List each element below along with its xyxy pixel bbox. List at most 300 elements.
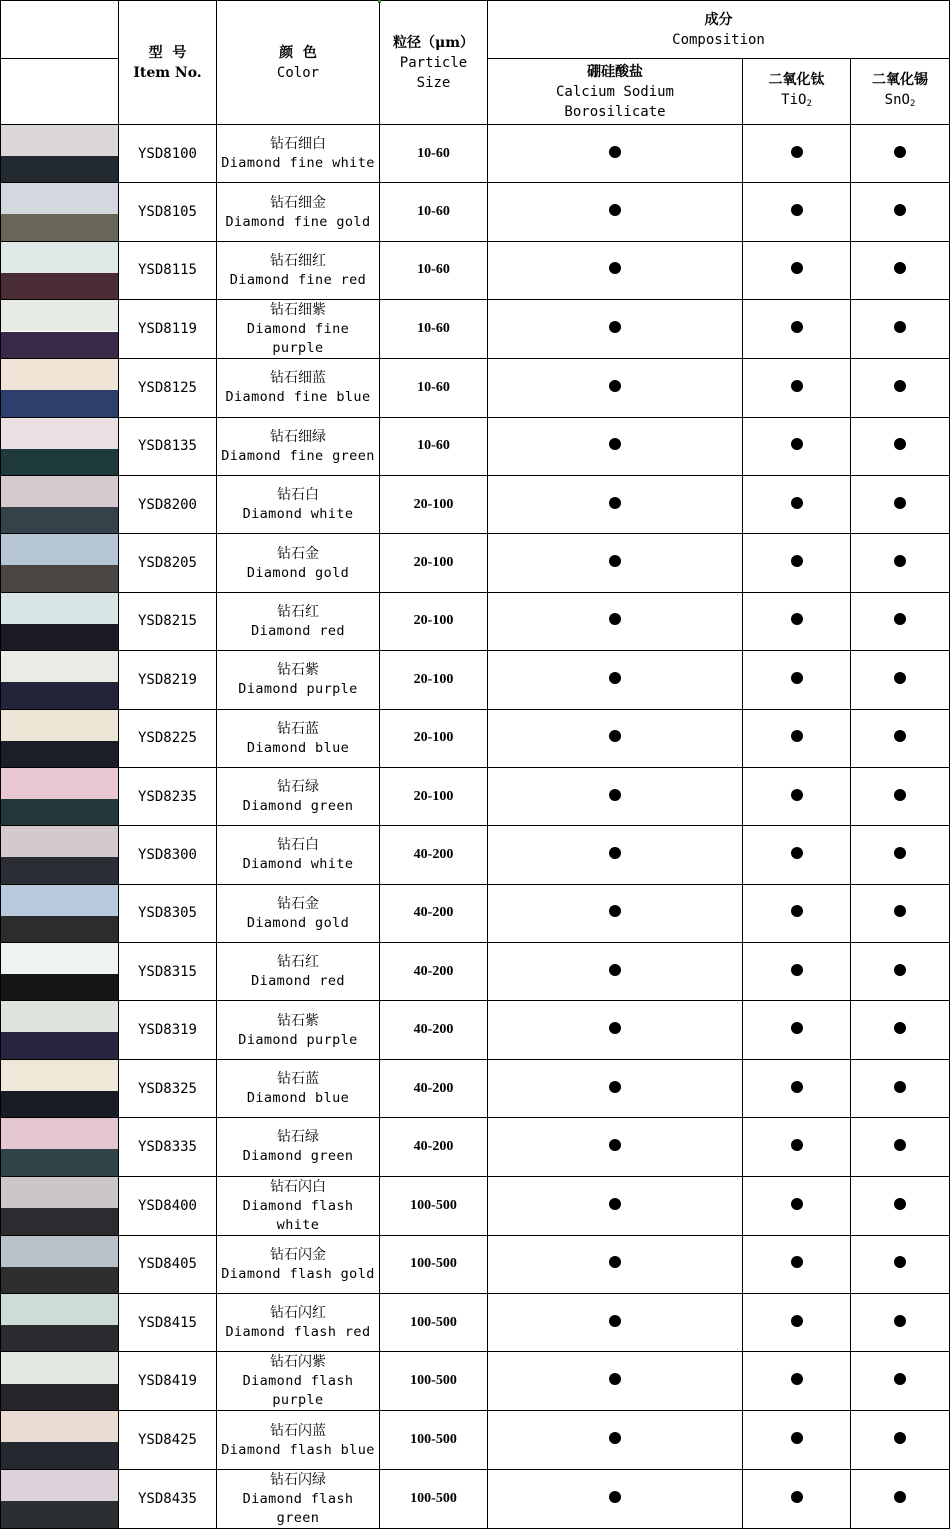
color-header-cn: 颜 色 xyxy=(279,44,317,61)
swatch-light-band xyxy=(1,1236,118,1267)
color-name-cn: 钻石闪蓝 xyxy=(270,1422,326,1439)
swatch-light-band xyxy=(1,885,118,916)
included-dot-icon xyxy=(791,730,803,742)
included-dot-icon xyxy=(894,321,906,333)
tio2-cell xyxy=(743,592,851,650)
table-row xyxy=(1,884,950,942)
color-name-cell xyxy=(217,1411,380,1469)
color-name-cell xyxy=(217,592,380,650)
included-dot-icon xyxy=(791,380,803,392)
particle-size: 20-100 xyxy=(380,475,488,533)
included-dot-icon xyxy=(609,146,621,158)
color-swatch xyxy=(1,1294,119,1352)
color-name-en: Diamond fine white xyxy=(221,155,375,172)
swatch-light-band xyxy=(1,768,118,799)
sno2-cell xyxy=(851,709,950,767)
swatch-light-band xyxy=(1,1118,118,1149)
swatch-dark-band xyxy=(1,1091,118,1117)
borosilicate-cell xyxy=(488,1176,743,1235)
included-dot-icon xyxy=(609,321,621,333)
color-name-cell xyxy=(217,417,380,475)
borosilicate-cell xyxy=(488,651,743,709)
borosilicate-header-cn: 硼硅酸盐 xyxy=(587,63,643,80)
color-name-cell xyxy=(217,1059,380,1117)
included-dot-icon xyxy=(894,1139,906,1151)
borosilicate-cell xyxy=(488,241,743,299)
composition-header-cn: 成分 xyxy=(704,11,733,28)
color-swatch xyxy=(1,592,119,650)
item-header-cn: 型 号 xyxy=(148,44,187,61)
included-dot-icon xyxy=(609,204,621,216)
color-swatch xyxy=(1,826,119,884)
color-name-cn: 钻石红 xyxy=(277,954,319,971)
table-row xyxy=(1,651,950,709)
included-dot-icon xyxy=(894,1432,906,1444)
sno2-cell xyxy=(851,884,950,942)
borosilicate-cell xyxy=(488,1469,743,1528)
sno2-cell xyxy=(851,300,950,359)
swatch-dark-band xyxy=(1,1149,118,1175)
color-name-cn: 钻石紫 xyxy=(277,1012,319,1029)
particle-size: 40-200 xyxy=(380,1059,488,1117)
color-swatch xyxy=(1,300,119,359)
color-name-cell xyxy=(217,651,380,709)
color-name-cn: 钻石细绿 xyxy=(270,428,326,445)
item-number: YSD8305 xyxy=(119,884,217,942)
borosilicate-header-en-2: Borosilicate xyxy=(564,103,666,120)
table-row xyxy=(1,1176,950,1235)
size-header xyxy=(380,1,488,125)
particle-size: 100-500 xyxy=(380,1411,488,1469)
color-name-en: Diamond flash gold xyxy=(221,1265,375,1282)
swatch-dark-band xyxy=(1,624,118,650)
included-dot-icon xyxy=(609,613,621,625)
included-dot-icon xyxy=(894,380,906,392)
borosilicate-cell xyxy=(488,1235,743,1293)
color-swatch xyxy=(1,1411,119,1469)
item-number: YSD8405 xyxy=(119,1235,217,1293)
tio2-cell xyxy=(743,534,851,592)
item-number: YSD8400 xyxy=(119,1176,217,1235)
borosilicate-cell xyxy=(488,1294,743,1352)
swatch-dark-band xyxy=(1,507,118,533)
particle-size: 100-500 xyxy=(380,1294,488,1352)
tio2-cell xyxy=(743,1235,851,1293)
color-swatch xyxy=(1,359,119,417)
size-header-cn: 粒径（μm） xyxy=(392,34,475,51)
sno2-cell xyxy=(851,1118,950,1176)
sno2-header-en: SnO$_2$ xyxy=(884,91,916,109)
tio2-cell xyxy=(743,651,851,709)
included-dot-icon xyxy=(791,321,803,333)
color-swatch xyxy=(1,1235,119,1293)
borosilicate-cell xyxy=(488,125,743,183)
sno2-cell xyxy=(851,767,950,825)
color-name-en: Diamond flash green xyxy=(242,1490,354,1526)
color-swatch xyxy=(1,125,119,183)
tio2-cell xyxy=(743,826,851,884)
sno2-cell xyxy=(851,1411,950,1469)
sno2-cell xyxy=(851,1001,950,1059)
particle-size: 20-100 xyxy=(380,767,488,825)
swatch-light-band xyxy=(1,418,118,449)
included-dot-icon xyxy=(609,1432,621,1444)
color-name-cell xyxy=(217,1352,380,1411)
item-number: YSD8425 xyxy=(119,1411,217,1469)
swatch-light-band xyxy=(1,1001,118,1032)
included-dot-icon xyxy=(894,964,906,976)
included-dot-icon xyxy=(894,672,906,684)
item-number: YSD8235 xyxy=(119,767,217,825)
swatch-light-band xyxy=(1,183,118,214)
item-number: YSD8125 xyxy=(119,359,217,417)
sno2-cell xyxy=(851,651,950,709)
included-dot-icon xyxy=(791,555,803,567)
sno2-header xyxy=(851,59,950,125)
table-row xyxy=(1,534,950,592)
color-name-cell xyxy=(217,1469,380,1528)
borosilicate-cell xyxy=(488,1001,743,1059)
included-dot-icon xyxy=(791,613,803,625)
swatch-dark-band xyxy=(1,156,118,182)
header-row-1 xyxy=(1,1,950,59)
color-name-cell xyxy=(217,826,380,884)
borosilicate-cell xyxy=(488,884,743,942)
swatch-light-band xyxy=(1,1352,118,1383)
swatch-light-band xyxy=(1,359,118,390)
borosilicate-cell xyxy=(488,592,743,650)
included-dot-icon xyxy=(894,613,906,625)
swatch-light-band xyxy=(1,710,118,741)
particle-size: 40-200 xyxy=(380,884,488,942)
swatch-dark-band xyxy=(1,682,118,708)
table-row xyxy=(1,475,950,533)
sno2-cell xyxy=(851,1059,950,1117)
color-name-cell xyxy=(217,943,380,1001)
tio2-cell xyxy=(743,300,851,359)
included-dot-icon xyxy=(609,672,621,684)
included-dot-icon xyxy=(609,905,621,917)
swatch-light-band xyxy=(1,593,118,624)
color-name-en: Diamond red xyxy=(251,973,345,990)
color-name-cell xyxy=(217,534,380,592)
particle-size: 10-60 xyxy=(380,417,488,475)
size-header-en-1: Particle xyxy=(399,54,468,71)
particle-size: 20-100 xyxy=(380,709,488,767)
included-dot-icon xyxy=(894,1491,906,1503)
particle-size: 100-500 xyxy=(380,1469,488,1528)
particle-size: 20-100 xyxy=(380,651,488,709)
color-swatch xyxy=(1,1352,119,1411)
borosilicate-cell xyxy=(488,709,743,767)
sno2-cell xyxy=(851,1176,950,1235)
color-name-cn: 钻石闪金 xyxy=(270,1246,326,1263)
item-number: YSD8119 xyxy=(119,300,217,359)
item-number: YSD8300 xyxy=(119,826,217,884)
item-number: YSD8415 xyxy=(119,1294,217,1352)
included-dot-icon xyxy=(894,497,906,509)
sno2-cell xyxy=(851,943,950,1001)
borosilicate-cell xyxy=(488,1352,743,1411)
included-dot-icon xyxy=(791,1256,803,1268)
color-name-cell xyxy=(217,475,380,533)
tio2-cell xyxy=(743,359,851,417)
swatch-light-band xyxy=(1,476,118,507)
color-name-cell xyxy=(217,183,380,241)
swatch-dark-band xyxy=(1,1208,118,1235)
color-header xyxy=(217,1,380,125)
tio2-cell xyxy=(743,1118,851,1176)
color-name-en: Diamond fine green xyxy=(221,447,375,464)
particle-size: 40-200 xyxy=(380,1118,488,1176)
swatch-light-band xyxy=(1,1470,118,1501)
tio2-cell xyxy=(743,1059,851,1117)
color-name-cell xyxy=(217,1294,380,1352)
sno2-header-cn: 二氧化锡 xyxy=(872,71,928,88)
tio2-cell xyxy=(743,709,851,767)
item-number: YSD8335 xyxy=(119,1118,217,1176)
color-swatch xyxy=(1,1001,119,1059)
item-number: YSD8435 xyxy=(119,1469,217,1528)
borosilicate-cell xyxy=(488,1411,743,1469)
swatch-dark-band xyxy=(1,741,118,767)
included-dot-icon xyxy=(791,905,803,917)
item-number: YSD8205 xyxy=(119,534,217,592)
included-dot-icon xyxy=(609,1139,621,1151)
sno2-cell xyxy=(851,1469,950,1528)
color-swatch xyxy=(1,1059,119,1117)
particle-size: 10-60 xyxy=(380,300,488,359)
swatch-dark-band xyxy=(1,214,118,240)
included-dot-icon xyxy=(609,964,621,976)
included-dot-icon xyxy=(791,964,803,976)
included-dot-icon xyxy=(894,1373,906,1385)
included-dot-icon xyxy=(791,789,803,801)
swatch-light-band xyxy=(1,300,118,331)
color-name-cn: 钻石闪紫 xyxy=(270,1354,326,1371)
table-row xyxy=(1,1235,950,1293)
swatch-header-bottom xyxy=(1,59,119,125)
swatch-light-band xyxy=(1,651,118,682)
sno2-cell xyxy=(851,534,950,592)
included-dot-icon xyxy=(791,497,803,509)
color-name-en: Diamond flash blue xyxy=(221,1441,375,1458)
borosilicate-cell xyxy=(488,767,743,825)
included-dot-icon xyxy=(609,438,621,450)
color-swatch xyxy=(1,417,119,475)
swatch-light-band xyxy=(1,1411,118,1442)
borosilicate-header xyxy=(488,59,743,125)
borosilicate-cell xyxy=(488,826,743,884)
included-dot-icon xyxy=(791,847,803,859)
tio2-header-cn: 二氧化钛 xyxy=(768,71,825,88)
color-swatch xyxy=(1,709,119,767)
color-name-cell xyxy=(217,1176,380,1235)
swatch-dark-band xyxy=(1,1442,118,1468)
color-swatch xyxy=(1,651,119,709)
table-row xyxy=(1,1469,950,1528)
tio2-cell xyxy=(743,417,851,475)
included-dot-icon xyxy=(609,789,621,801)
included-dot-icon xyxy=(609,497,621,509)
tio2-cell xyxy=(743,943,851,1001)
sno2-cell xyxy=(851,359,950,417)
borosilicate-cell xyxy=(488,417,743,475)
particle-size: 100-500 xyxy=(380,1235,488,1293)
sno2-cell xyxy=(851,125,950,183)
particle-size: 40-200 xyxy=(380,1001,488,1059)
swatch-dark-band xyxy=(1,1384,118,1411)
included-dot-icon xyxy=(609,555,621,567)
included-dot-icon xyxy=(791,672,803,684)
included-dot-icon xyxy=(609,847,621,859)
table-row xyxy=(1,417,950,475)
table-row xyxy=(1,1411,950,1469)
swatch-dark-band xyxy=(1,1325,118,1351)
included-dot-icon xyxy=(791,146,803,158)
sno2-cell xyxy=(851,1294,950,1352)
swatch-dark-band xyxy=(1,273,118,299)
included-dot-icon xyxy=(894,789,906,801)
included-dot-icon xyxy=(609,1081,621,1093)
particle-size: 100-500 xyxy=(380,1352,488,1411)
color-name-cn: 钻石细蓝 xyxy=(270,370,326,387)
color-name-cn: 钻石蓝 xyxy=(277,1071,319,1088)
swatch-dark-band xyxy=(1,332,118,359)
borosilicate-cell xyxy=(488,1118,743,1176)
swatch-dark-band xyxy=(1,857,118,883)
tio2-cell xyxy=(743,1352,851,1411)
item-number: YSD8115 xyxy=(119,241,217,299)
color-name-cell xyxy=(217,767,380,825)
table-row xyxy=(1,241,950,299)
borosilicate-header-en-1: Calcium Sodium xyxy=(555,83,674,100)
swatch-dark-band xyxy=(1,799,118,825)
composition-header xyxy=(488,1,950,59)
included-dot-icon xyxy=(894,1081,906,1093)
size-header-en-2: Size xyxy=(416,74,451,91)
color-swatch xyxy=(1,1469,119,1528)
color-name-cn: 钻石金 xyxy=(277,895,319,912)
item-number: YSD8419 xyxy=(119,1352,217,1411)
included-dot-icon xyxy=(894,730,906,742)
color-name-en: Diamond fine gold xyxy=(225,213,371,230)
tio2-cell xyxy=(743,475,851,533)
included-dot-icon xyxy=(609,1491,621,1503)
color-swatch xyxy=(1,943,119,1001)
included-dot-icon xyxy=(609,1373,621,1385)
color-name-cn: 钻石细红 xyxy=(270,252,326,269)
color-name-cn: 钻石细白 xyxy=(270,136,326,153)
table-row xyxy=(1,1294,950,1352)
table-row xyxy=(1,183,950,241)
included-dot-icon xyxy=(791,438,803,450)
included-dot-icon xyxy=(894,1022,906,1034)
sno2-cell xyxy=(851,183,950,241)
included-dot-icon xyxy=(791,1373,803,1385)
swatch-header-top xyxy=(1,1,119,59)
color-name-en: Diamond flash red xyxy=(225,1324,371,1341)
swatch-light-band xyxy=(1,242,118,273)
borosilicate-cell xyxy=(488,1059,743,1117)
included-dot-icon xyxy=(609,1022,621,1034)
product-rows xyxy=(1,125,950,1529)
table-row xyxy=(1,1352,950,1411)
included-dot-icon xyxy=(609,730,621,742)
particle-size: 20-100 xyxy=(380,592,488,650)
color-swatch xyxy=(1,183,119,241)
included-dot-icon xyxy=(791,1198,803,1210)
color-name-en: Diamond fine red xyxy=(229,271,367,288)
swatch-dark-band xyxy=(1,449,118,475)
color-name-cn: 钻石白 xyxy=(277,837,319,854)
table-row xyxy=(1,1059,950,1117)
color-name-cell xyxy=(217,1235,380,1293)
particle-size: 40-200 xyxy=(380,943,488,1001)
included-dot-icon xyxy=(894,438,906,450)
sno2-cell xyxy=(851,241,950,299)
swatch-dark-band xyxy=(1,974,118,1000)
swatch-dark-band xyxy=(1,390,118,416)
item-number: YSD8100 xyxy=(119,125,217,183)
color-name-cell xyxy=(217,300,380,359)
included-dot-icon xyxy=(791,204,803,216)
included-dot-icon xyxy=(609,380,621,392)
item-header xyxy=(119,1,217,125)
particle-size: 10-60 xyxy=(380,183,488,241)
color-name-cell xyxy=(217,884,380,942)
included-dot-icon xyxy=(894,1315,906,1327)
color-name-en: Diamond green xyxy=(242,1148,354,1165)
included-dot-icon xyxy=(791,1081,803,1093)
color-name-en: Diamond flash purple xyxy=(242,1373,354,1409)
color-name-cn: 钻石蓝 xyxy=(277,720,319,737)
color-name-cn: 钻石细紫 xyxy=(270,302,326,319)
item-number: YSD8319 xyxy=(119,1001,217,1059)
included-dot-icon xyxy=(894,1198,906,1210)
table-row xyxy=(1,1001,950,1059)
swatch-light-band xyxy=(1,1294,118,1325)
included-dot-icon xyxy=(609,1315,621,1327)
color-name-cn: 钻石闪红 xyxy=(270,1305,326,1322)
table-row xyxy=(1,767,950,825)
tio2-cell xyxy=(743,241,851,299)
borosilicate-cell xyxy=(488,183,743,241)
item-number: YSD8200 xyxy=(119,475,217,533)
sno2-cell xyxy=(851,1235,950,1293)
swatch-light-band xyxy=(1,125,118,156)
table-row xyxy=(1,592,950,650)
color-name-cn: 钻石细金 xyxy=(270,194,326,211)
swatch-dark-band xyxy=(1,1032,118,1058)
included-dot-icon xyxy=(791,1022,803,1034)
included-dot-icon xyxy=(894,905,906,917)
tio2-cell xyxy=(743,1176,851,1235)
tio2-cell xyxy=(743,1469,851,1528)
table-row xyxy=(1,943,950,1001)
included-dot-icon xyxy=(791,1491,803,1503)
color-name-cell xyxy=(217,125,380,183)
composition-header-en: Composition xyxy=(672,31,765,48)
particle-size: 10-60 xyxy=(380,125,488,183)
included-dot-icon xyxy=(894,1256,906,1268)
color-name-cell xyxy=(217,1001,380,1059)
item-number: YSD8215 xyxy=(119,592,217,650)
tio2-cell xyxy=(743,884,851,942)
included-dot-icon xyxy=(894,146,906,158)
color-swatch xyxy=(1,884,119,942)
color-name-en: Diamond gold xyxy=(246,914,350,931)
